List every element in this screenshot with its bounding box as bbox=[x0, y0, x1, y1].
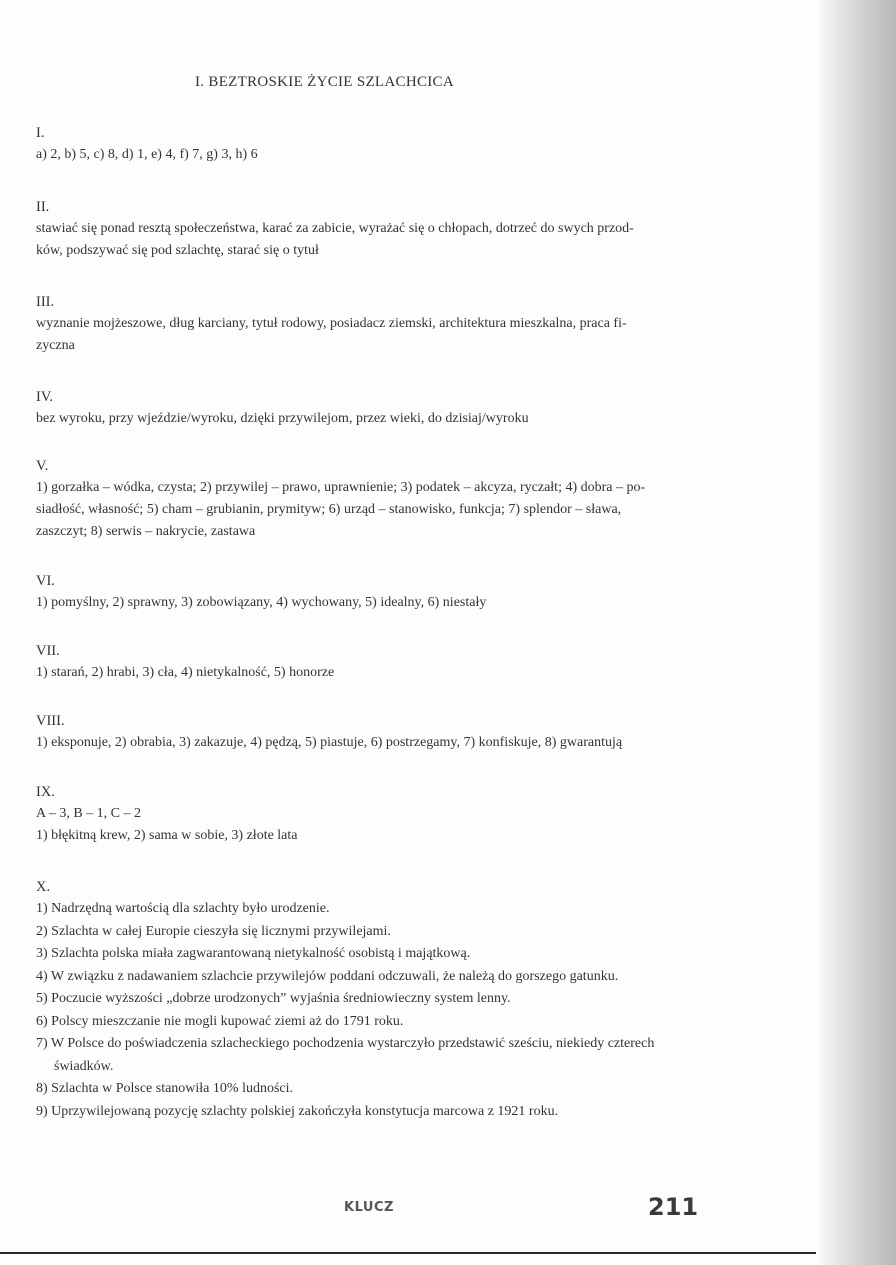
section-line: 1) starań, 2) hrabi, 3) cła, 4) nietykalność, 5) honorze bbox=[36, 665, 335, 680]
section-line: siadłość, własność; 5) cham – grubianin, prymityw; 6) urząd – stanowisko, funkcja; 7) splendor – sława, bbox=[36, 502, 622, 517]
section-number: VIII. bbox=[36, 713, 65, 729]
section-line: stawiać się ponad resztą społeczeństwa, karać za zabicie, wyrażać się o chłopach, dotrzeć do swych przod- bbox=[36, 221, 634, 236]
section-3 bbox=[36, 291, 706, 357]
section-line: bez wyroku, przy wjeździe/wyroku, dzięki przywilejom, przez wieki, do dzisiaj/wyroku bbox=[36, 411, 529, 426]
list-item: 5) Poczucie wyższości „dobrze urodzonych” wyjaśnia średniowieczny system lenny. bbox=[36, 991, 511, 1006]
list-item: 2) Szlachta w całej Europie cieszyła się licznymi przywilejami. bbox=[36, 923, 391, 939]
section-8 bbox=[36, 710, 706, 754]
section-6 bbox=[36, 570, 706, 614]
section-number: VI. bbox=[36, 573, 55, 589]
section-line: zaszczyt; 8) serwis – nakrycie, zastawa bbox=[36, 524, 256, 539]
page-number: 211 bbox=[648, 1193, 699, 1221]
list-item: 1) Nadrzędną wartością dla szlachty było urodzenie. bbox=[36, 901, 330, 916]
section-5 bbox=[36, 455, 706, 543]
section-7 bbox=[36, 640, 706, 684]
section-line: A – 3, B – 1, C – 2 bbox=[36, 806, 142, 821]
list-item: 4) W związku z nadawaniem szlachcie przywilejów poddani odczuwali, że należą do gorszego gatunku. bbox=[36, 968, 619, 984]
section-number: X. bbox=[36, 879, 51, 895]
section-9 bbox=[36, 781, 706, 847]
section-line: ków, podszywać się pod szlachtę, starać się o tytuł bbox=[36, 243, 319, 258]
section-number: II. bbox=[36, 199, 50, 215]
section-10 bbox=[36, 876, 706, 1123]
section-line: 1) błękitną krew, 2) sama w sobie, 3) złote lata bbox=[36, 828, 298, 843]
page-title: I. BEZTROSKIE ŻYCIE SZLACHCICA bbox=[195, 74, 454, 90]
list-item: 7) W Polsce do poświadczenia szlacheckiego pochodzenia wystarczyło przedstawić sześciu, niekiedy czterech świadków. bbox=[36, 1036, 655, 1074]
list-item: 8) Szlachta w Polsce stanowiła 10% ludności. bbox=[36, 1081, 294, 1096]
section-line: zyczna bbox=[36, 338, 75, 353]
section-number: VII. bbox=[36, 643, 60, 659]
section-4 bbox=[36, 386, 706, 430]
list-item: 9) Uprzywilejowaną pozycję szlachty polskiej zakończyła konstytucja marcowa z 1921 roku. bbox=[36, 1103, 559, 1119]
section-number: I. bbox=[36, 125, 45, 141]
section-line: 1) pomyślny, 2) sprawny, 3) zobowiązany, 4) wychowany, 5) idealny, 6) niestały bbox=[36, 595, 487, 610]
section-number: III. bbox=[36, 294, 55, 310]
section-number: IX. bbox=[36, 784, 55, 800]
section-1 bbox=[36, 122, 706, 166]
section-line: 1) eksponuje, 2) obrabia, 3) zakazuje, 4) pędzą, 5) piastuje, 6) postrzegamy, 7) konfiskuje, 8) gwarantują bbox=[36, 735, 623, 750]
spine-shadow bbox=[816, 0, 896, 1265]
footer-rule bbox=[0, 1252, 816, 1254]
list-item: 6) Polscy mieszczanie nie mogli kupować ziemi aż do 1791 roku. bbox=[36, 1013, 404, 1029]
list-item: 3) Szlachta polska miała zagwarantowaną nietykalność osobistą i majątkową. bbox=[36, 946, 471, 961]
section-number: V. bbox=[36, 458, 49, 474]
section-line: wyznanie mojżeszowe, dług karciany, tytuł rodowy, posiadacz ziemski, architektura mieszkalna, praca fi- bbox=[36, 316, 627, 331]
section-line: 1) gorzałka – wódka, czysta; 2) przywilej – prawo, uprawnienie; 3) podatek – akcyza, ryczałt; 4) dobra – po- bbox=[36, 480, 646, 495]
section-2 bbox=[36, 196, 706, 262]
section-line: a) 2, b) 5, c) 8, d) 1, e) 4, f) 7, g) 3, h) 6 bbox=[36, 147, 258, 162]
footer-label: KLUCZ bbox=[344, 1200, 394, 1215]
section-number: IV. bbox=[36, 389, 54, 405]
